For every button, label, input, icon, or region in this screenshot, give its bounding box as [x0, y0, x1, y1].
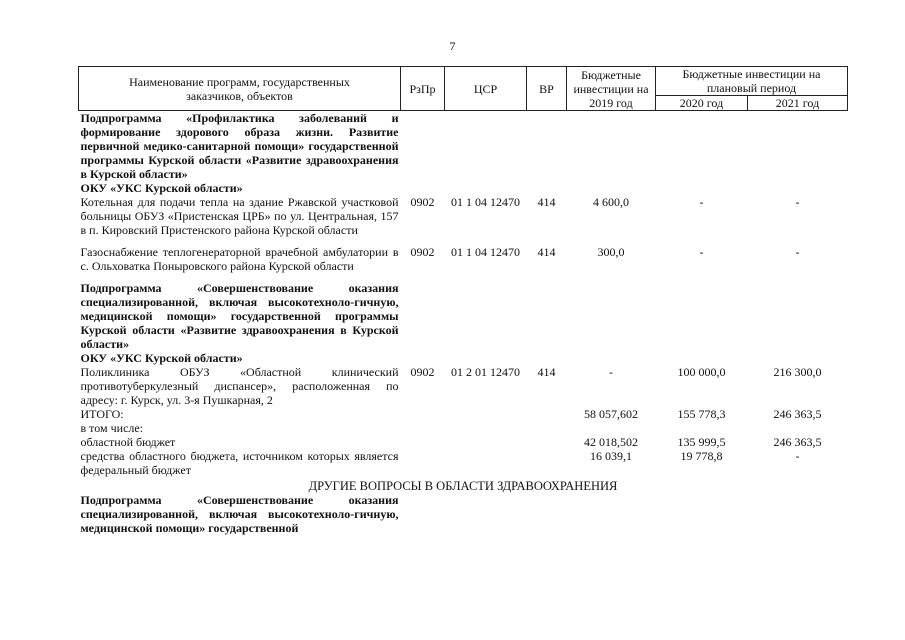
row-value-2019: -: [609, 365, 613, 379]
row-name: ИТОГО:: [80, 407, 124, 421]
table-row: [79, 365, 848, 407]
table-row: [79, 407, 848, 421]
row-value-2021: 216 300,0: [773, 365, 822, 379]
row-value-2021: -: [795, 449, 800, 463]
row-name: Подпрограмма «Совершенствование оказания специализированной, включая высокотехноло-гичную, медицинской помощи» государственной: [80, 493, 399, 535]
row-name: Подпрограмма «Совершенствование оказания специализированной, включая высокотехноло-гичную, медицинской помощи» государственной программы Курской области «Развитие здравоохранения в Курской области»: [80, 281, 399, 351]
table-row: [79, 195, 848, 237]
row-value-2019: 16 039,1: [590, 449, 632, 463]
table-row: [79, 281, 848, 351]
row-name: ОКУ «УКС Курской области»: [80, 181, 243, 195]
header-rzpr: РзПр: [401, 67, 445, 111]
row-vr: 414: [537, 195, 556, 209]
page-number: 7: [449, 39, 456, 53]
section-title: ДРУГИЕ ВОПРОСЫ В ОБЛАСТИ ЗДРАВООХРАНЕНИЯ: [308, 479, 618, 493]
row-csr: 01 1 04 12470: [451, 245, 520, 259]
header-budget-planned: Бюджетные инвестиции на плановый период: [656, 67, 848, 96]
table-row: [79, 435, 848, 449]
row-value-2020: 19 778,8: [680, 449, 723, 463]
row-value-2021: -: [795, 195, 800, 209]
table-row: [79, 493, 848, 535]
row-name: ОКУ «УКС Курской области»: [80, 351, 243, 365]
table-row: [79, 351, 848, 365]
row-rzpr: 0902: [410, 365, 435, 379]
row-name: Поликлиника ОБУЗ «Областной клинический противотуберкулезный диспансер», расположенная по адресу: г. Курск, ул. 3-я Пушкарная, 2: [80, 365, 399, 407]
row-value-2021: 246 363,5: [773, 435, 822, 449]
row-value-2020: 100 000,0: [677, 365, 726, 379]
row-name: Газоснабжение теплогенераторной врачебной амбулатории в с. Ольховатка Поныровского района Курской области: [80, 245, 399, 273]
table-row: [79, 421, 848, 435]
row-value-2019: 42 018,502: [584, 435, 638, 449]
row-value-2020: 135 999,5: [677, 435, 726, 449]
section-row: [79, 477, 848, 493]
row-csr: 01 2 01 12470: [451, 365, 520, 379]
row-csr: 01 1 04 12470: [451, 195, 520, 209]
budget-investments-table: [78, 66, 848, 535]
row-value-2019: 300,0: [597, 245, 625, 259]
header-year-2020: 2020 год: [656, 96, 748, 111]
table-row: [79, 181, 848, 195]
row-value-2020: -: [699, 245, 704, 259]
table-row: [79, 111, 848, 182]
row-rzpr: 0902: [410, 245, 435, 259]
row-name: средства областного бюджета, источником которых является федеральный бюджет: [80, 449, 399, 477]
row-value-2020: 155 778,3: [677, 407, 726, 421]
row-name: в том числе:: [80, 421, 144, 435]
header-budget-2019: Бюджетные инвестиции на 2019 год: [567, 67, 656, 111]
header-vr: ВР: [527, 67, 567, 111]
row-name: Котельная для подачи тепла на здание Ржавской участковой больницы ОБУЗ «Пристенская ЦРБ» по ул. Центральная, 157 в п. Кировский Пристенского района Курской области: [80, 195, 399, 237]
row-name: областной бюджет: [80, 435, 176, 449]
row-rzpr: 0902: [410, 195, 435, 209]
row-vr: 414: [537, 365, 556, 379]
row-value-2019: 58 057,602: [584, 407, 638, 421]
header-year-2021: 2021 год: [748, 96, 848, 111]
header-name: Наименование программ, государственных заказчиков, объектов: [79, 67, 401, 111]
table-row: [79, 245, 848, 273]
row-vr: 414: [537, 245, 556, 259]
row-value-2021: -: [795, 245, 800, 259]
row-name: Подпрограмма «Профилактика заболеваний и формирование здорового образа жизни. Развитие первичной медико-санитарной помощи» государственной программы Курской области «Развитие здравоохранения в Курской области»: [80, 111, 399, 181]
header-csr: ЦСР: [445, 67, 527, 111]
table-row: [79, 449, 848, 477]
row-value-2019: 4 600,0: [593, 195, 629, 209]
row-value-2020: -: [699, 195, 704, 209]
row-value-2021: 246 363,5: [773, 407, 822, 421]
